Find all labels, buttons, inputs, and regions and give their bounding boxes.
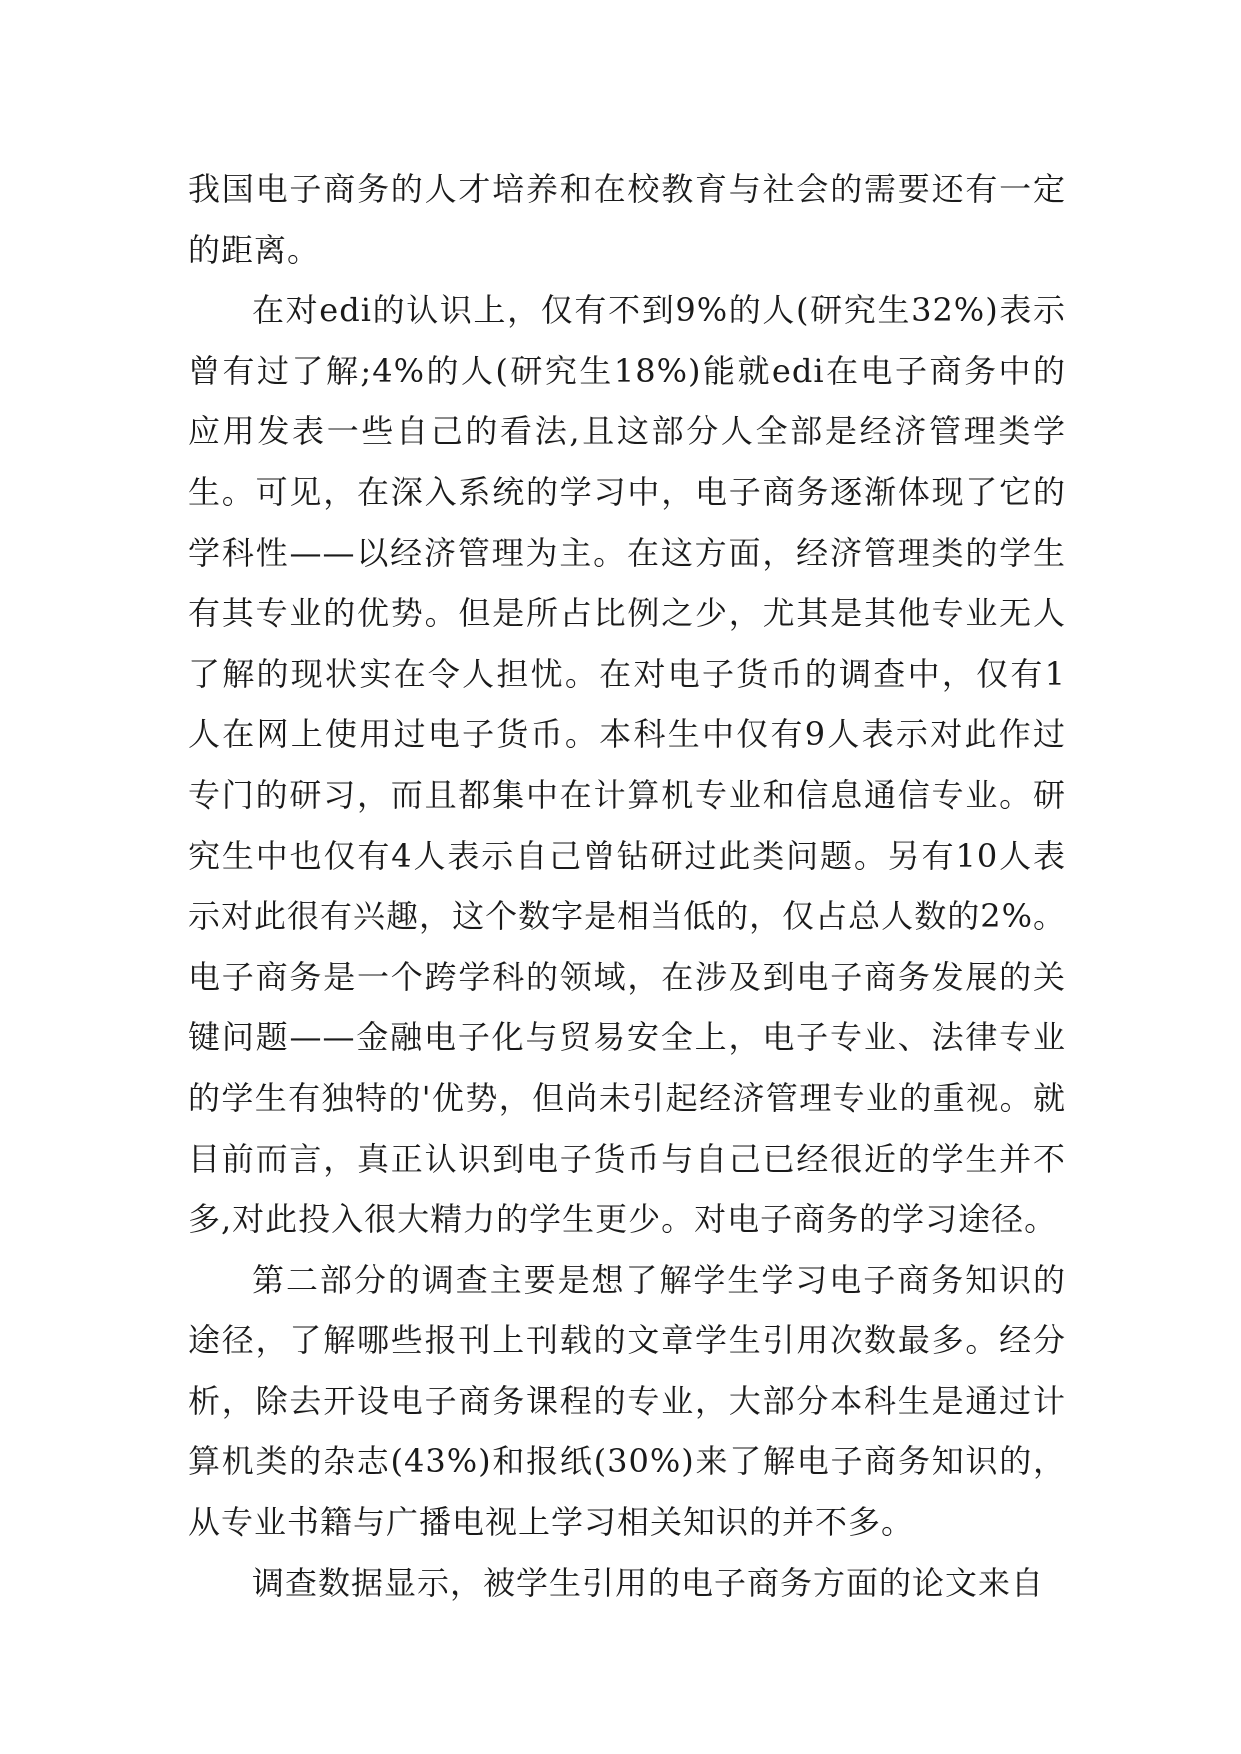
paragraph-edi-survey: 在对edi的认识上，仅有不到9%的人(研究生32%)表示曾有过了解;4%的人(研究生18%)能就edi在电子商务中的应用发表一些自己的看法,且这部分人全部是经济管理类学生。可见，在深入系统的学习中，电子商务逐渐体现了它的学科性——以经济管理为主。在这方面，经济管理类的学生有其专业的优势。但是所占比例之少，尤其是其他专业无人了解的现状实在令人担忧。在对电子货币的调查中，仅有1人在网上使用过电子货币。本科生中仅有9人表示对此作过专门的研习，而且都集中在计算机专业和信息通信专业。研究生中也仅有4人表示自己曾钻研过此类问题。另有10人表示对此很有兴趣，这个数字是相当低的，仅占总人数的2%。电子商务是一个跨学科的领域，在涉及到电子商务发展的关键问题——金融电子化与贸易安全上，电子专业、法律专业的学生有独特的'优势，但尚未引起经济管理专业的重视。就目前而言，真正认识到电子货币与自己已经很近的学生并不多,对此投入很大精力的学生更少。对电子商务的学习途径。: [188, 291, 1066, 1239]
paragraph-citation-sources: 调查数据显示，被学生引用的电子商务方面的论文来自: [252, 1563, 1045, 1602]
document-body: [188, 159, 1066, 1613]
paragraph-talent-training: 我国电子商务的人才培养和在校教育与社会的需要还有一定的距离。: [188, 170, 1066, 269]
paragraph-learning-channels: 第二部分的调查主要是想了解学生学习电子商务知识的途径，了解哪些报刊上刊载的文章学生引用次数最多。经分析，除去开设电子商务课程的专业，大部分本科生是通过计算机类的杂志(43%)和报纸(30%)来了解电子商务知识的，从专业书籍与广播电视上学习相关知识的并不多。: [188, 1260, 1066, 1542]
